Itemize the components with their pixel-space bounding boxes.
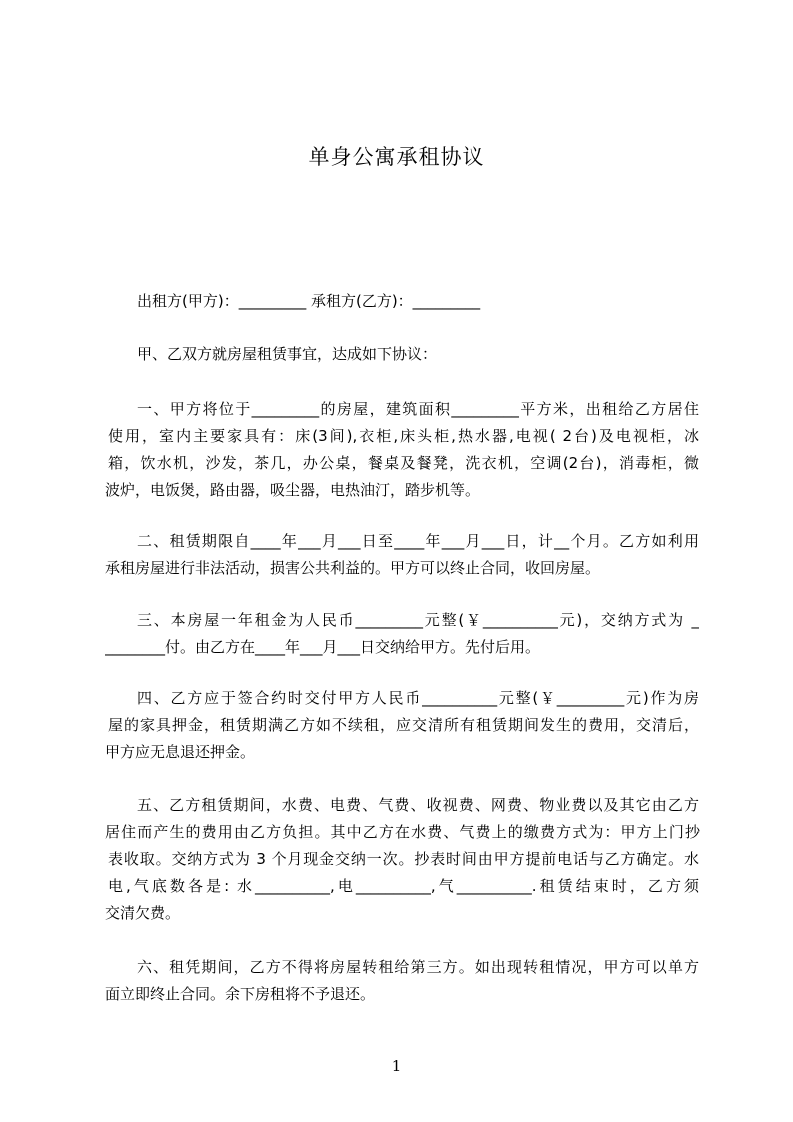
clause-5-line-1: 五、乙方租赁期间，水费、电费、气费、收视费、网费、物业费以及其它由乙方 xyxy=(137,796,699,814)
clause-2-line-2: 承租房屋进行非法活动，损害公共利益的。甲方可以终止合同，收回房屋。 xyxy=(105,559,601,577)
clause-4-line-1: 四、乙方应于签合约时交付甲方人民币__________元整(￥_________元)作为房 xyxy=(137,689,699,707)
clause-5-line-5: 交清欠费。 xyxy=(105,904,181,922)
clause-2-line-1: 二、租赁期限自____年___月___日至____年___月___日，计__个月。乙方如利用 xyxy=(137,532,699,550)
clause-1-line-4: 波炉，电饭煲，路由器，吸尘器，电热油汀，踏步机等。 xyxy=(105,481,481,499)
parties-line: 出租方(甲方)：_________ 承租方(乙方)：_________ xyxy=(137,292,481,310)
clause-4-line-3: 甲方应无息退还押金。 xyxy=(105,743,256,761)
clause-1-line-3: 箱，饮水机，沙发，茶几，办公桌，餐桌及餐凳，洗衣机，空调(2台)，消毒柜，微 xyxy=(108,454,699,472)
clause-6-line-2: 面立即终止合同。余下房租将不予退还。 xyxy=(105,985,376,1003)
intro-line: 甲、乙双方就房屋租赁事宜，达成如下协议： xyxy=(137,345,438,363)
clause-3-line-1: 三、本房屋一年租金为人民币_________元整(￥__________元)，交纳方式为 _ xyxy=(137,611,699,629)
clause-1-line-1: 一、甲方将位于_________的房屋，建筑面积_________平方米，出租给乙方居住 xyxy=(137,400,699,418)
clause-3-line-2: ________付。由乙方在____年___月___日交纳给甲方。先付后用。 xyxy=(105,638,541,656)
clause-4-line-2: 屋的家具押金，租赁期满乙方如不续租，应交清所有租赁期间发生的费用，交清后， xyxy=(108,716,699,734)
clause-5-line-2: 居住而产生的费用由乙方负担。其中乙方在水费、气费上的缴费方式为：甲方上门抄 xyxy=(105,823,700,841)
clause-6-line-1: 六、租凭期间，乙方不得将房屋转租给第三方。如出现转租情况，甲方可以单方 xyxy=(137,958,699,976)
clause-5-line-3: 表收取。交纳方式为 3 个月现金交纳一次。抄表时间由甲方提前电话与乙方确定。水 xyxy=(108,850,699,868)
document-title: 单身公寓承租协议 xyxy=(308,145,485,169)
clause-1-line-2: 使用，室内主要家具有：床(3间),衣柜,床头柜,热水器,电视( 2台)及电视柜，冰 xyxy=(108,427,699,445)
page-number: 1 xyxy=(391,1057,402,1075)
clause-5-line-4: 电,气底数各是: 水__________,电__________,气__________.租赁结束时，乙方须 xyxy=(108,877,699,895)
